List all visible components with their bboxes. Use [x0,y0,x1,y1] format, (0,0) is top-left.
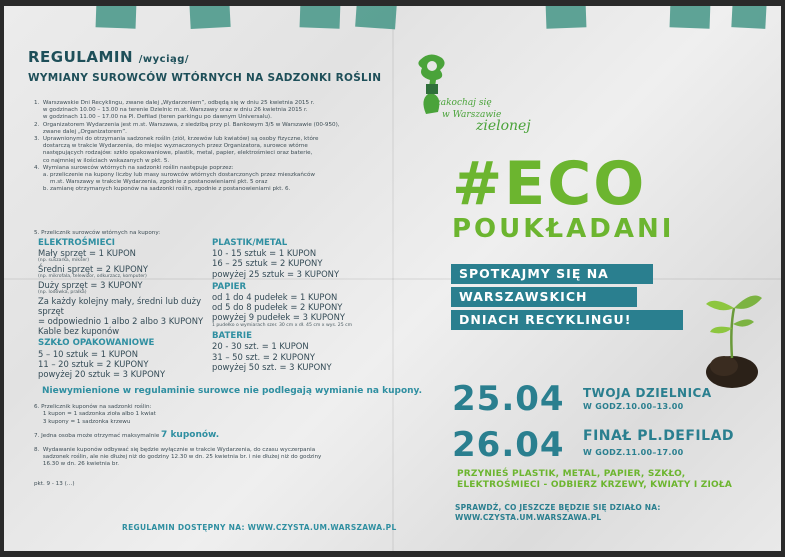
event1-title: TWOJA DZIELNICA [583,386,712,400]
conversion-row: Duży sprzęt = 3 KUPONY [38,279,143,290]
conversion-row: 10 - 15 sztuk = 1 KUPON [212,248,317,259]
event2-date: 26.04 [452,425,565,465]
category-heading: PLASTIK/METAL [212,238,288,248]
poster [4,6,781,551]
rules-continued [34,404,384,488]
tape [355,6,397,29]
rule-line: a. przeliczenie na kupony liczby lub masy surowców wtórnych dostarczonych przez mieszkańców [34,172,315,179]
rule-line: 8. Wydawanie kuponów odbywać się będzie wyłącznie w trakcie Wydarzenia, do czasu wyczerpania [34,446,316,453]
banner-line: SPOTKAJMY SIĘ NA [451,264,653,284]
rule-line: pkt. 9 - 13 (…) [34,480,75,487]
conversion-row: Średni sprzęt = 2 KUPONY [38,264,149,274]
conversion-row: powyżej 20 sztuk = 3 KUPONY [38,369,166,380]
logo-line: zielonej [476,118,531,134]
event2-time: W GODZ.11.00–17.00 [583,448,684,457]
rule-line: w godzinach 10.00 – 13.00 na terenie Dzielnic m.st. Warszawy oraz w dniu 26 kwietnia 2015 r. [34,107,308,114]
rule-line: sadzonek roślin, ale nie dłużej niż do godziny 12.30 w dn. 25 kwietnia br. i nie dłużej niż do godziny [34,454,322,461]
conversion-row: powyżej 25 sztuk = 3 KUPONY [212,268,340,279]
conversion-note: (np. mikrofala, telewizor, odkurzacz, komputer) [38,274,147,280]
event2-title: FINAŁ PL.DEFILAD [583,428,735,444]
conversion-row: powyżej 9 pudełek = 3 KUPONY [212,312,346,323]
title-text: REGULAMIN [28,48,134,66]
logo-line: w Warszawie [442,110,502,120]
rule-line: w godzinach 11.00 – 17.00 na Pl. Defilad (teren parkingu po dawnym Universalu). [34,114,272,121]
conversion-row: 16 – 25 sztuk = 2 KUPONY [212,258,323,269]
tape [300,6,341,29]
banner-line: DNIACH RECYKLINGU! [451,310,683,330]
notice-text: Niewymienione w regulaminie surowce nie podlegają wymianie na kupony. [42,386,422,396]
category-heading: ELEKTROŚMIECI [38,238,115,248]
category-heading: BATERIE [212,331,252,342]
category-heading: SZKŁO OPAKOWANIOWE [38,338,155,349]
check-line: SPRAWDŹ, CO JESZCZE BĘDZIE SIĘ DZIAŁO NA: [455,503,661,512]
rule-line: m.st. Warszawy w trakcie Wydarzenia, zgodnie z postanowieniami pkt. 5 oraz [34,179,268,186]
rule-line: 3. Uprawnionymi do otrzymania sadzonek roślin (ziół, krzewów lub kwiatów) są osoby fizyczne, które [34,136,319,143]
subtitle: WYMIANY SUROWCÓW WTÓRNYCH NA SADZONKI ROŚLIN [28,72,382,84]
conversion-note: (np. suszarka, mikser) [38,258,89,264]
rule-line: dostarczą w trakcie Wydarzenia, do miejsc wyznaczonych przez Organizatora, surowce wtórne [34,143,308,150]
page-title [28,48,384,66]
title-suffix: /wyciąg/ [138,54,190,65]
tape [731,6,766,29]
logo-line: zakochaj się [436,98,492,108]
conversion-row: 11 – 20 sztuk = 2 KUPONY [38,358,149,369]
rule-line: b. zamianę otrzymanych kuponów na sadzonki roślin, zgodnie z postanowieniami pkt. 6. [34,186,291,193]
conversion-row: Mały sprzęt = 1 KUPON [38,248,136,259]
bring-line: PRZYNIEŚ PLASTIK, METAL, PAPIER, SZKŁO, [457,469,686,479]
rule-line: 1 kupon = 1 sadzonka zioła albo 1 kwiat [34,411,156,418]
category-right [212,238,388,372]
conversion-row: od 5 do 8 pudełek = 2 KUPONY [212,302,343,313]
bring-text [457,469,732,491]
bring-line: ELEKTROŚMIECI - ODBIERZ KRZEWY, KWIATY I ZIOŁA [457,480,733,490]
conversion-row: powyżej 50 szt. = 3 KUPONY [212,361,332,372]
conversion-row: Kable bez kuponów [38,326,120,337]
tape [96,6,137,29]
event1-time: W GODZ.10.00–13.00 [583,402,684,411]
tape [546,6,587,29]
category-heading: PAPIER [212,281,247,292]
regulamin-header [28,48,384,84]
rule-line: 6. Przelicznik kuponów na sadzonki roślin: [34,404,152,410]
conversion-row: Za każdy kolejny mały, średni lub duży sprzęt [38,295,202,316]
rule-line: co najmniej w ilościach wskazanych w pkt. 5. [34,157,170,164]
tape [670,6,711,29]
plant-icon [694,278,764,390]
event1-date: 25.04 [452,379,565,419]
rule-text: 7. Jedna osoba może otrzymać maksymalnie [34,433,162,440]
conversion-note: 1 pudełko o wymiarach szer. 30 cm x dł. 45 cm x wys. 25 cm [212,322,353,328]
fold-line [392,6,394,551]
rules-list [34,100,374,194]
conversion-note: (np. lodówka, pralka) [38,290,87,295]
logo-text [436,98,531,134]
conversion-row: 31 – 50 szt. = 2 KUPONY [212,351,315,362]
rule-line: 1. Warszawskie Dni Recyklingu, zwane dalej „Wydarzeniem”, odbędą się w dniu 25 kwietnia 2015 r. [34,100,315,106]
rule-line: następujących rodzajów: szkło opakowaniowe, plastik, metal, papier, elektrośmieci oraz baterie, [34,150,313,157]
conversion-row: 5 – 10 sztuk = 1 KUPON [38,348,138,359]
section5-title: 5. Przelicznik surowców wtórnych na kupony: [34,230,161,236]
conversion-row: od 1 do 4 pudełek = 1 KUPON [212,292,338,303]
rule-line: zwane dalej „Organizatorem”. [34,128,127,135]
conversion-row: = odpowiednio 1 albo 2 albo 3 KUPONY [38,316,204,326]
category-elektro [38,238,218,379]
check-link: WWW.CZYSTA.UM.WARSZAWA.PL [455,513,602,522]
check-text [455,503,661,523]
conversion-row: 20 - 30 szt. = 1 KUPON [212,341,309,352]
rule-line: 16.30 w dn. 26 kwietnia br. [34,461,120,468]
regulamin-link: REGULAMIN DOSTĘPNY NA: WWW.CZYSTA.UM.WARSZAWA.PL [122,523,397,532]
rule-line: 3 kupony = 1 sadzonka krzewu [34,418,131,425]
tape [189,6,230,29]
poukladani-headline: POUKŁADANI [452,214,675,244]
eco-headline: #ECO [452,149,647,219]
banner-line: WARSZAWSKICH [451,287,637,307]
rule-line [34,432,384,440]
rule-line: 4. Wymiana surowców wtórnych na sadzonki roślin następuje poprzez: [34,164,234,171]
rule-highlight: 7 kuponów. [161,430,220,441]
rule-line: 2. Organizatorem Wydarzenia jest m.st. Warszawa, z siedzibą przy pl. Bankowym 3/5 w Warszawie (00-950), [34,121,340,128]
